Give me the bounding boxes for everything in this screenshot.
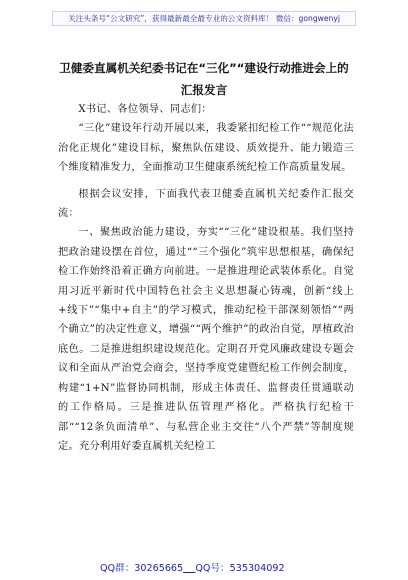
salutation: X书记、各位领导、同志们：	[78, 104, 212, 115]
qq-group-label: QQ群：	[100, 563, 135, 574]
qq-group-number[interactable]: 30265665	[134, 563, 184, 574]
document-body	[58, 100, 354, 456]
contact-footer	[100, 560, 310, 574]
promo-banner: 关注头条号“公文研究”，获得最新最全最专业的公文资料库！ 微信：gongwenyj	[52, 11, 356, 26]
qq-label: QQ号：	[195, 563, 230, 574]
document-title-line-2: 汇报发言	[180, 83, 228, 97]
document-title-line-1: 卫健委直属机关纪委书记在“三化”“建设行动推进会上的	[59, 61, 349, 75]
qq-number[interactable]: 535304092	[229, 563, 285, 574]
paragraph-arrangement: 根据会议安排，下面我代表卫健委直属机关纪委作汇报交流：	[58, 188, 354, 220]
paragraph-intro: “三化”建设年行动开展以来，我委紧扣纪检工作““规范化法治化正规化”建设目标，聚焦队伍建设、质效提升、能力锻造三个维度精准发力，全面推动卫生健康系统纪检工作高质量发展。	[58, 123, 354, 174]
paragraph-political-building: 一、聚焦政治能力建设，夯实““三化”建设根基。我们坚持把政治建设摆在首位，通过““三个强化”筑牢思想根基，确保纪检工作始终沿着正确方向前进。一是推进理论武装体系化。自觉用习近平新时代中国特色社会主义思想凝心铸魂，创新“线上+线下”“集中+自主”的学习模式，推动纪检干部深刻领悟““两个确立”的决定性意义，增强““两个维护”的政治自觉，厚植政治底色。二是推进组织建设规范化。定期召开党风廉政建设专题会议和全面从严治党会商会，坚持季度党建暨纪检工作例会制度，构建“1+N”监督协同机制，形成主体责任、监督责任贯通联动的工作格局。三是推进队伍管理严格化。严格执行纪检干部““12条负面清单”、与私营企业主交往“八个严禁”等制度规定。充分利用好委直属机关纪检工	[58, 227, 354, 452]
